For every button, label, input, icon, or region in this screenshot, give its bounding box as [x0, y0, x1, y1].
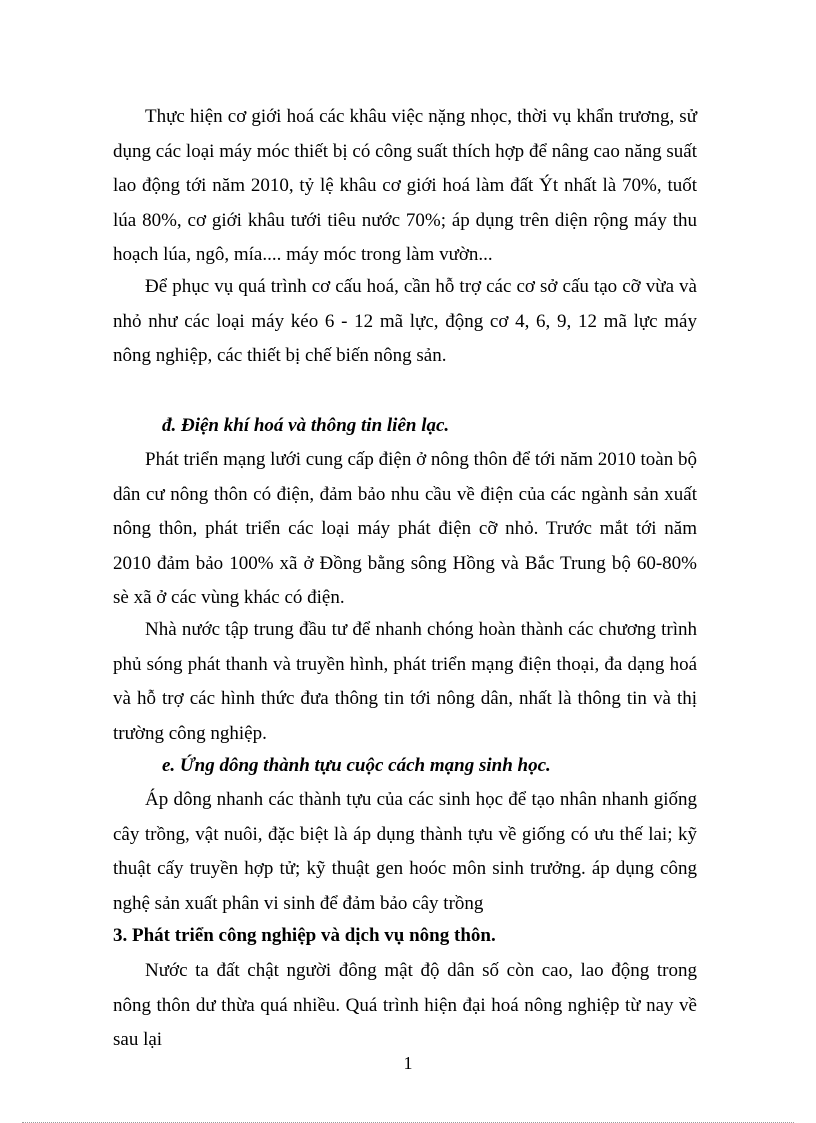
paragraph-broadcasting: Nhà nước tập trung đầu tư để nhanh chóng hoàn thành các chương trình phủ sóng phát thanh và truyền hình, phát triển mạng điện thoại, đa dạng hoá và hỗ trợ các hình thức đưa thông tin tới nông dân, nhất là thông tin và thị trường công nghiệp. — [113, 619, 697, 744]
paragraph-rural-electricity: Phát triển mạng lưới cung cấp điện ở nông thôn để tới năm 2010 toàn bộ dân cư nông thôn có điện, đảm bảo nhu cầu về điện của các ngành sản xuất nông thôn, phát triển các loại máy phát điện cỡ nhỏ. Trước mắt tới năm 2010 đảm bảo 100% xã ở Đồng bằng sông Hồng và Bắc Trung bộ 60-80% sè xã ở các vùng khác có điện. — [113, 449, 697, 608]
paragraph-rural-labor: Nước ta đất chật người đông mật độ dân số còn cao, lao động trong nông thôn dư thừa quá nhiều. Quá trình hiện đại hoá nông nghiệp từ nay về sau lại — [113, 960, 697, 1050]
heading-electrification: đ. Điện khí hoá và thông tin liên lạc. — [162, 415, 450, 436]
paragraph-restructuring-support: Để phục vụ quá trình cơ cấu hoá, cần hỗ trợ các cơ sở cấu tạo cỡ vừa và nhỏ như các loại máy kéo 6 - 12 mã lực, động cơ 4, 6, 9, 12 mã lực máy nông nghiệp, các thiết bị chế biến nông sản. — [113, 276, 697, 366]
page-number: 1 — [403, 1053, 413, 1073]
heading-rural-industry: 3. Phát triển công nghiệp và dịch vụ nông thôn. — [113, 925, 496, 946]
heading-biotech: e. Ứng dông thành tựu cuộc cách mạng sinh học. — [162, 755, 551, 776]
paragraph-biotech-application: Áp dông nhanh các thành tựu của các sinh học để tạo nhân nhanh giống cây trồng, vật nuôi, đặc biệt là áp dụng thành tựu về giống có ưu thế lai; kỹ thuật cấy truyền hợp tử; kỹ thuật gen hoóc môn sinh trưởng. áp dụng công nghệ sản xuất phân vi sinh để đảm bảo cây trồng — [113, 789, 697, 914]
paragraph-mechanization: Thực hiện cơ giới hoá các khâu việc nặng nhọc, thời vụ khẩn trương, sử dụng các loại máy móc thiết bị có công suất thích hợp để nâng cao năng suất lao động tới năm 2010, tỷ lệ khâu cơ giới hoá làm đất Ýt nhất là 70%, tuốt lúa 80%, cơ giới khâu tưới tiêu nước 70%; áp dụng trên diện rộng máy thu hoạch lúa, ngô, mía.... máy móc trong làm vườn... — [113, 106, 697, 265]
